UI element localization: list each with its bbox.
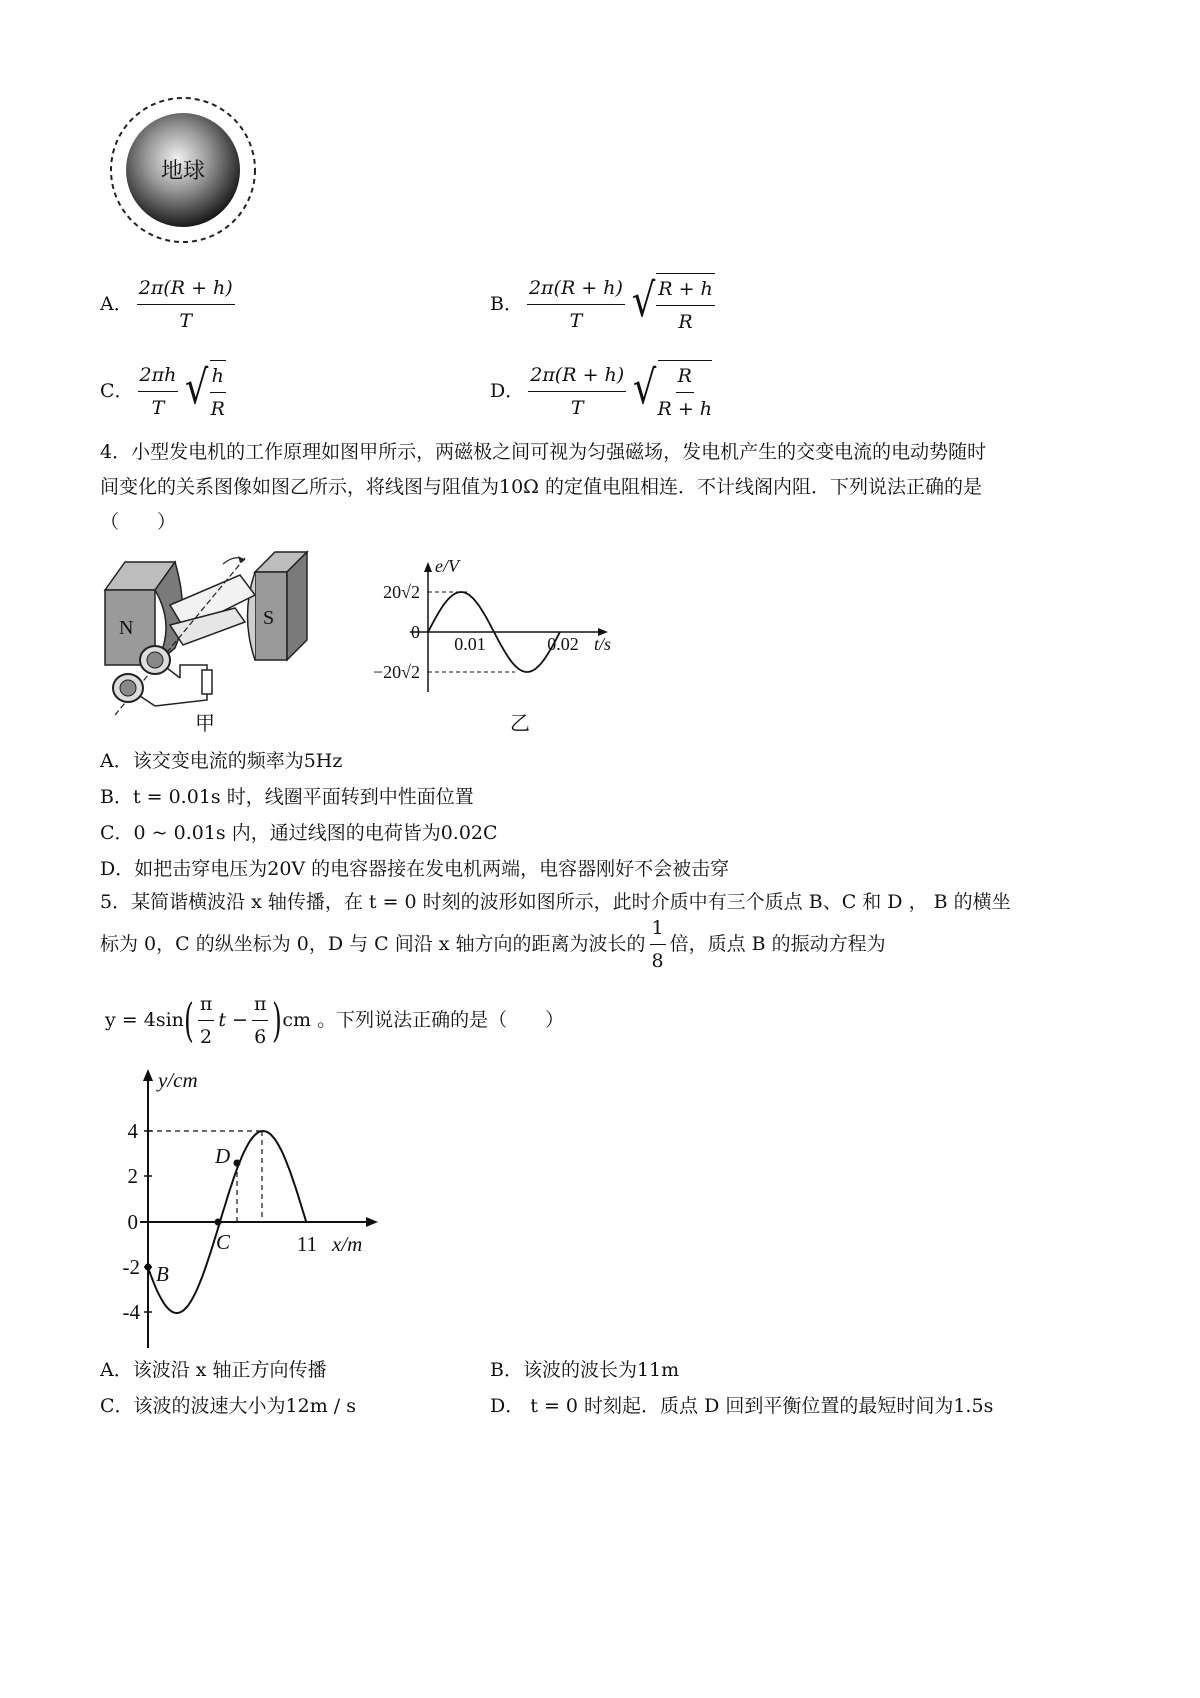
point-d: [234, 1160, 241, 1167]
earth-figure: [105, 92, 261, 248]
q3-option-a: [100, 270, 239, 338]
y-tick-zero: 0: [411, 622, 420, 642]
generator-figure: [95, 550, 335, 735]
option-letter: C．: [100, 380, 134, 402]
q5-stem-line-2: 标为 0，C 的纵坐标为 0，D 与 C 间沿 x 轴方向的距离为波长的 $\frac{1}{8}$ 倍，质点 B 的振动方程为: [100, 916, 886, 972]
q4-option-b: B．t = 0.01s 时，线圈平面转到中性面位置: [100, 786, 474, 808]
x-tick-11: 11: [296, 1232, 318, 1256]
q5-option-d: D． t = 0 时刻起．质点 D 回到平衡位置的最短时间为1.5s: [490, 1395, 994, 1417]
x-tick-2: 0.02: [547, 634, 579, 654]
point-b: [145, 1264, 152, 1271]
y-axis-label: e/V: [435, 556, 459, 576]
q3-option-d: [490, 357, 712, 425]
wave-graph: [100, 1063, 390, 1348]
figure-jia-caption: 甲: [195, 713, 215, 735]
label-c: C: [216, 1230, 231, 1254]
label-d: D: [215, 1144, 231, 1168]
q4-option-d: D．如把击穿电压为20V 的电容器接在发电机两端，电容器刚好不会被击穿: [100, 858, 730, 880]
q5-option-c: C．该波的波速大小为12m / s: [100, 1395, 356, 1417]
x-axis-label: t/s: [594, 634, 612, 654]
q4-stem-line-2: 间变化的关系图像如图乙所示，将线图与阻值为10Ω 的定值电阻相连．不计线阁内阻．下列说法正确的是: [100, 476, 982, 498]
x-tick-1: 0.01: [454, 634, 486, 654]
y-tick-4: 4: [127, 1119, 138, 1143]
y-tick-top: 20√2: [383, 582, 420, 602]
y-axis-label: y/cm: [158, 1068, 198, 1092]
option-letter: A．: [100, 293, 133, 315]
fraction: $\frac{2\pi h}{T}$: [139, 363, 177, 419]
q5-equation: y = 4sin ( $\frac{\pi}{2}$ t − $\frac{\pi}{6}$ ) cm 。下列说法正确的是（ ）: [105, 992, 565, 1048]
option-letter: D．: [490, 380, 525, 402]
q5-stem-line-1: 5．某简谐横波沿 x 轴传播，在 t = 0 时刻的波形如图所示，此时介质中有三个质点 B、C 和 D ， B 的横坐: [100, 891, 1011, 913]
y-tick-bottom: −20√2: [372, 662, 420, 682]
q4-stem-line-1: 4．小型发电机的工作原理如图甲所示，两磁极之间可视为匀强磁场，发电机产生的交变电流的电动势随时: [100, 441, 987, 463]
square-root: √ $\frac{h}{R}$: [185, 360, 225, 420]
fraction: $\frac{2\pi(R + h)}{T}$: [530, 363, 625, 419]
magnet-n-label: N: [119, 617, 134, 639]
q4-option-a: A．该交变电流的频率为5Hz: [100, 750, 343, 772]
point-c: [215, 1219, 222, 1226]
fraction-one-eighth: $\frac{1}{8}$: [651, 916, 664, 972]
fraction: $\frac{2\pi(R + h)}{T}$: [528, 276, 623, 332]
y-tick-neg2: -2: [122, 1255, 140, 1279]
y-tick-2: 2: [127, 1164, 138, 1188]
fraction: $\frac{2\pi(R + h)}{T}$: [138, 276, 233, 332]
q4-stem-line-3: （ ）: [100, 511, 177, 533]
label-b: B: [156, 1262, 169, 1286]
y-tick-0: 0: [127, 1210, 138, 1234]
figure-yi-caption: 乙: [510, 713, 530, 735]
q4-option-c: C．0 ~ 0.01s 内，通过线图的电荷皆为0.02C: [100, 822, 498, 844]
option-letter: B．: [490, 293, 523, 315]
square-root: √ $\frac{R}{R + h}$: [633, 360, 713, 420]
emf-graph: [360, 550, 660, 735]
q3-option-c: [100, 357, 226, 425]
q5-option-a: A．该波沿 x 轴正方向传播: [100, 1359, 327, 1381]
q3-option-b: [490, 270, 715, 338]
earth-label: 地球: [160, 158, 206, 183]
magnet-s-label: S: [263, 607, 275, 629]
x-axis-label: x/m: [332, 1232, 363, 1256]
q5-option-b: B．该波的波长为11m: [490, 1359, 680, 1381]
y-tick-neg4: -4: [122, 1300, 140, 1324]
square-root: √ $\frac{R + h}{R}$: [631, 273, 713, 333]
